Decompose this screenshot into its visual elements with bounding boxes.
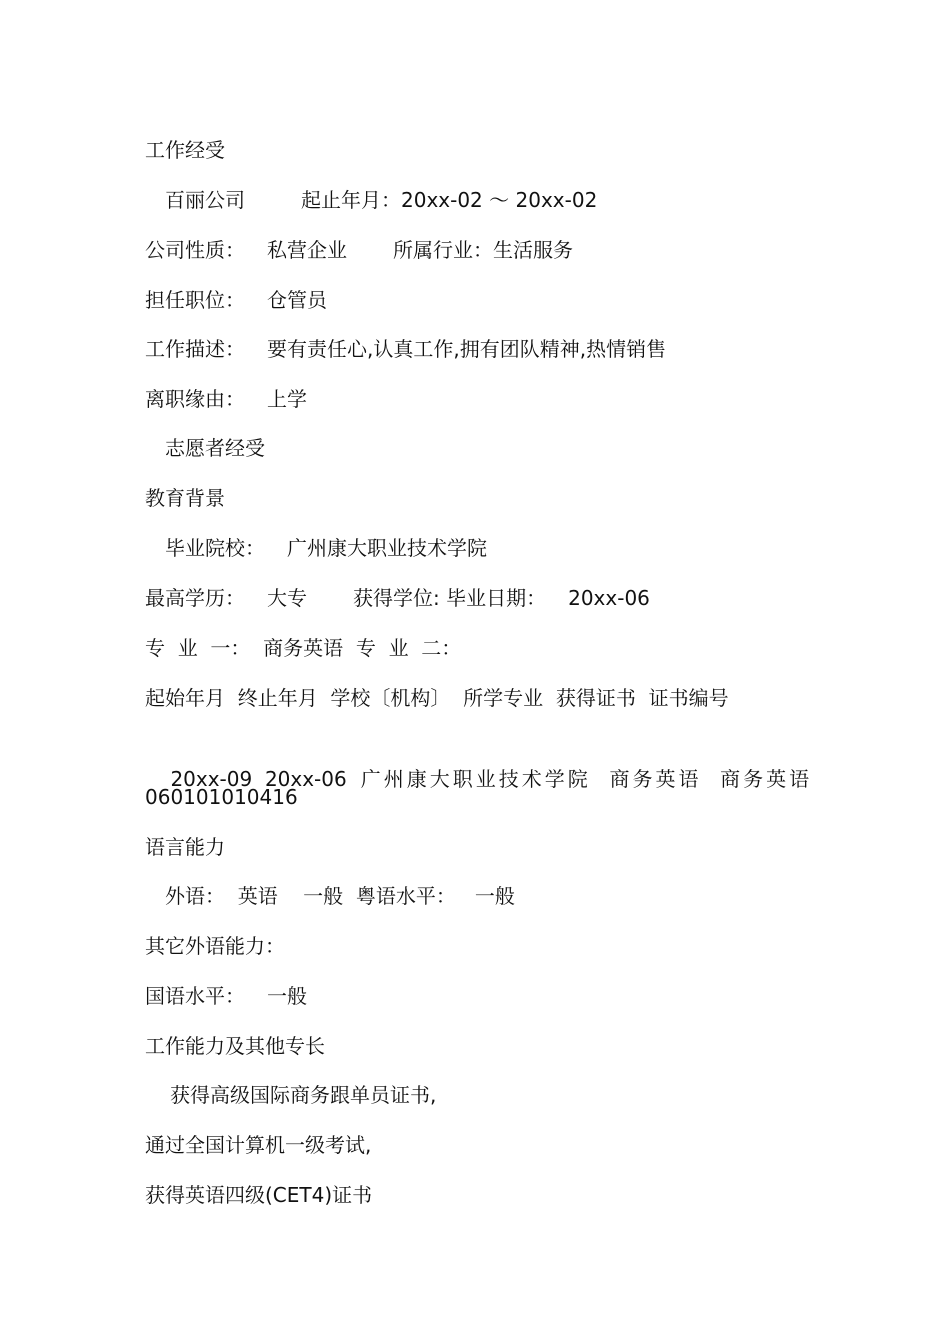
company-name: 百丽公司 <box>165 188 245 212</box>
major-line: 专 业 一： 商务英语 专 业 二： <box>145 636 462 660</box>
skill-item: 通过全国计算机一级考试, <box>145 1133 372 1157</box>
cert-number: 060101010416 <box>145 785 298 809</box>
foreign-language-line: 外语： 英语 一般 粤语水平： 一般 <box>165 884 515 908</box>
school-line <box>165 532 487 564</box>
work-company-line <box>165 184 597 216</box>
award-label: 获得学位: 毕业日期： <box>353 586 547 610</box>
degree-line <box>145 582 650 614</box>
nature-value: 私营企业 <box>267 238 347 262</box>
degree-label: 最高学历： <box>145 586 245 610</box>
other-language-line: 其它外语能力： <box>145 934 285 958</box>
mandarin-value: 一般 <box>267 984 307 1008</box>
leave-value: 上学 <box>267 387 307 411</box>
desc-value: 要有责任心,认真工作,拥有团队精神,热情销售 <box>267 337 667 361</box>
mandarin-line <box>145 980 307 1012</box>
education-table-header: 起始年月 终止年月 学校〔机构〕 所学专业 获得证书 证书编号 <box>145 686 729 710</box>
work-heading: 工作经受 <box>145 138 225 162</box>
row-dates: 20xx-09 20xx-06 <box>170 767 347 791</box>
school-label: 毕业院校： <box>165 536 265 560</box>
skills-heading: 工作能力及其他专长 <box>145 1034 325 1058</box>
industry-label: 所属行业：生活服务 <box>393 238 573 262</box>
language-heading: 语言能力 <box>145 835 225 859</box>
work-description-line <box>145 333 666 365</box>
nature-label: 公司性质： <box>145 238 245 262</box>
mandarin-label: 国语水平： <box>145 984 245 1008</box>
education-heading: 教育背景 <box>145 486 225 510</box>
skill-item: 获得英语四级(CET4)证书 <box>145 1183 373 1207</box>
position-value: 仓管员 <box>267 288 327 312</box>
education-table-row <box>145 731 813 791</box>
skill-item: 获得高级国际商务跟单员证书, <box>170 1083 437 1107</box>
leave-reason-line <box>145 383 307 415</box>
volunteer-heading: 志愿者经受 <box>165 436 265 460</box>
grad-date: 20xx-06 <box>568 586 650 610</box>
row-school-major: 广州康大职业技术学院 商务英语 商务英语 <box>360 767 813 791</box>
work-period: 起止年月：20xx-02 ～ 20xx-02 <box>301 188 598 212</box>
school-value: 广州康大职业技术学院 <box>287 536 487 560</box>
degree-value: 大专 <box>267 586 307 610</box>
company-nature-line <box>145 234 573 266</box>
leave-label: 离职缘由： <box>145 387 245 411</box>
position-label: 担任职位： <box>145 288 245 312</box>
desc-label: 工作描述： <box>145 337 245 361</box>
position-line <box>145 284 327 316</box>
